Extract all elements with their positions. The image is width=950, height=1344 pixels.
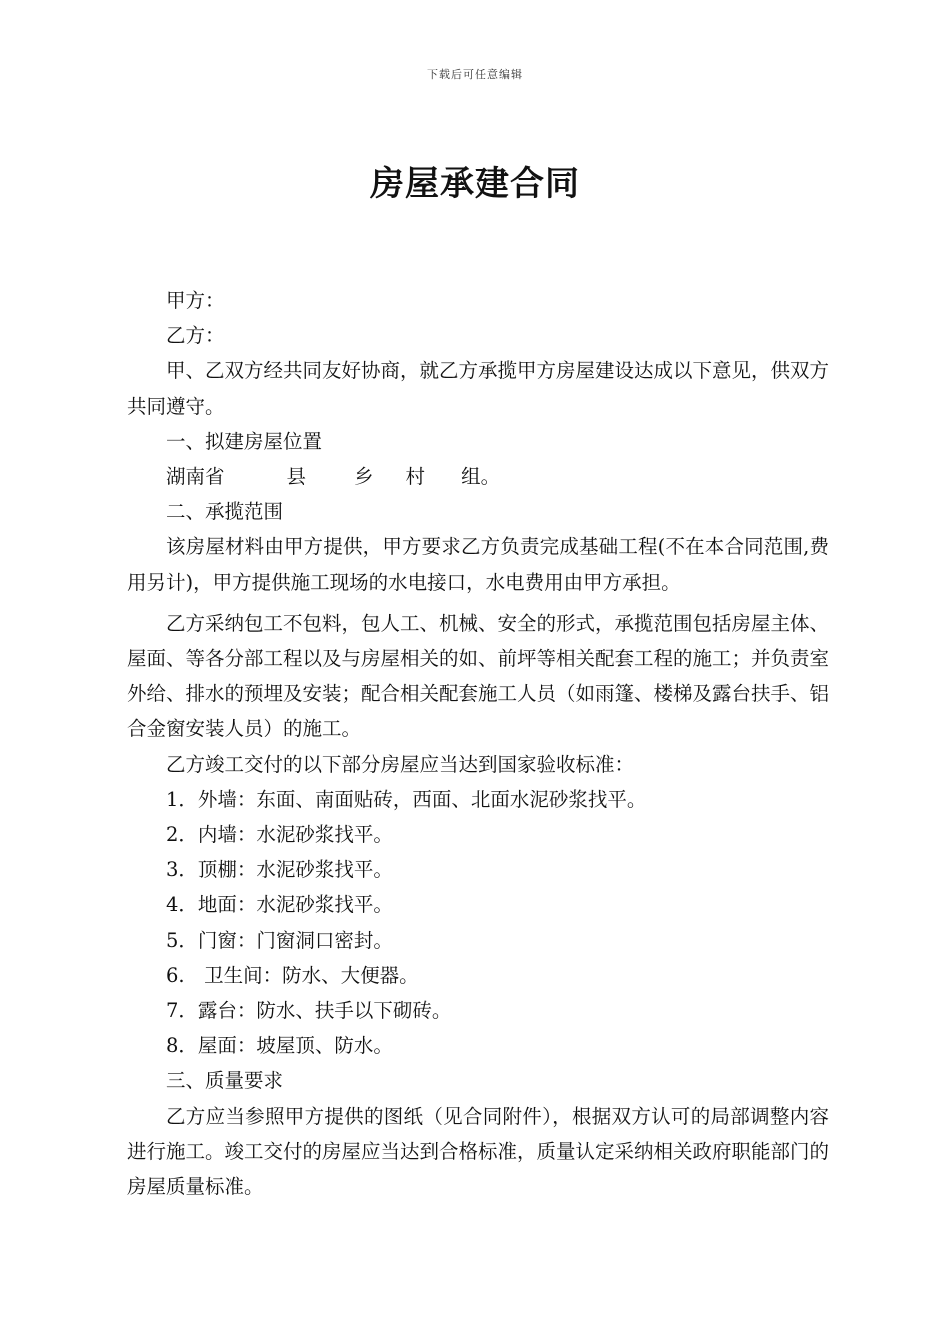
section-2-heading: 二、承揽范围 [166, 500, 284, 524]
standard-item: 1．外墙：东面、南面贴砖，西面、北面水泥砂浆找平。 [166, 787, 647, 811]
standards-intro: 乙方竣工交付的以下部分房屋应当达到国家验收标准： [166, 752, 635, 776]
section-3-paragraph-1: 乙方应当参照甲方提供的图纸（见合同附件），根据双方认可的局部调整内容进行施工。竣工交付的房屋应当达到合格标准，质量认定采纳相关政府职能部门的房屋质量标准。 [127, 1104, 830, 1199]
standard-item: 3．顶棚：水泥砂浆找平。 [166, 858, 393, 882]
standard-item: 7．露台：防水、扶手以下砌砖。 [166, 999, 452, 1023]
page-header: 下载后可任意编辑 [427, 68, 523, 81]
location-village: 村 [405, 465, 426, 489]
section-1-heading: 一、拟建房屋位置 [166, 429, 323, 453]
location-province: 湖南省 [166, 465, 225, 489]
standard-item: 5．门窗：门窗洞口密封。 [166, 928, 393, 952]
section-3-heading: 三、质量要求 [166, 1069, 284, 1093]
party-a-line: 甲方： [166, 289, 225, 312]
section-2-paragraph-1: 该房屋材料由甲方提供，甲方要求乙方负责完成基础工程(不在本合同范围,费用另计)，甲方提供施工现场的水电接口，水电费用由甲方承担。 [127, 535, 829, 594]
standard-item: 2．内墙：水泥砂浆找平。 [166, 823, 393, 847]
party-b-line: 乙方： [166, 324, 225, 348]
document-body [127, 283, 829, 1204]
standard-item: 8．屋面：坡屋顶、防水。 [166, 1034, 393, 1058]
intro-paragraph: 甲、乙双方经共同友好协商，就乙方承揽甲方房屋建设达成以下意见，供双方共同遵守。 [127, 359, 830, 418]
location-county: 县 [286, 465, 307, 489]
location-township: 乡 [354, 465, 374, 489]
location-group: 组。 [461, 465, 501, 489]
location-line [127, 459, 829, 494]
standard-item: 4．地面：水泥砂浆找平。 [166, 893, 393, 917]
section-2-paragraph-2: 乙方采纳包工不包料，包人工、机械、安全的形式，承揽范围包括房屋主体、屋面、等各分部工程以及与房屋相关的如、前坪等相关配套工程的施工；并负责室外给、排水的预埋及安装；配合相关配套施工人员（如雨篷、楼梯及露台扶手、铝合金窗安装人员）的施工。 [127, 611, 830, 741]
standard-item: 6. 卫生间：防水、大便器。 [166, 963, 419, 987]
document-title: 房屋承建合同 [370, 164, 580, 204]
